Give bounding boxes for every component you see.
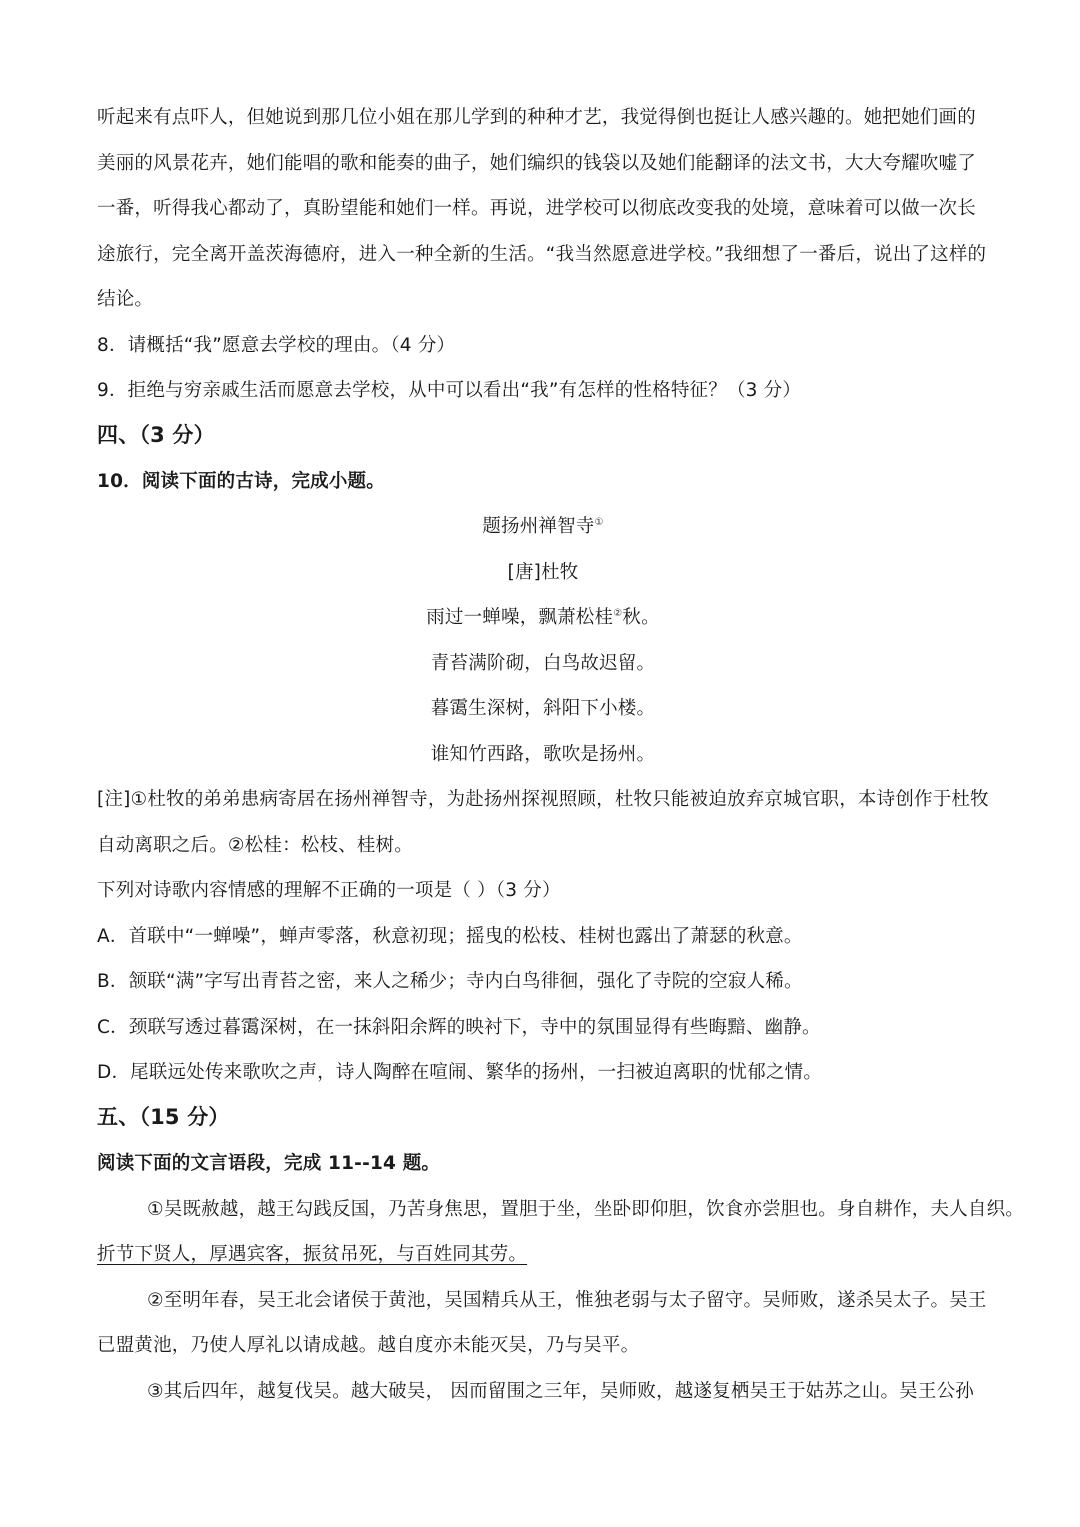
poem-title-text: 题扬州禅智寺 [482, 516, 595, 537]
poem-note-line-2: 自动离职之后。②松桂：松枝、桂树。 [97, 835, 413, 856]
classical-paragraph-1-line-2 [97, 1242, 527, 1268]
passage-line-1: 听起来有点吓人，但她说到那几位小姐在那儿学到的种种才艺，我觉得倒也挺让人感兴趣的。她把她们画的 [97, 107, 976, 128]
question-8: 8．请概括“我”愿意去学校的理由。（4 分） [97, 335, 456, 356]
section-5-heading: 五、（15 分） [97, 1105, 230, 1129]
poem-line-2: 青苔满阶砌，白鸟故迟留。 [430, 653, 656, 674]
poem-title [0, 514, 1080, 540]
section-5-intro: 阅读下面的文言语段，完成 11--14 题。 [97, 1153, 441, 1174]
classical-paragraph-2-line-2: 已盟黄池，乃使人厚礼以请成越。越自度亦未能灭吴，乃与吴平。 [97, 1335, 640, 1356]
classical-paragraph-1-line-1: ①吴既赦越，越王勾践反国，乃苦身焦思，置胆于坐，坐卧即仰胆，饮食亦尝胆也。身自耕作，夫人自织。 [147, 1199, 1024, 1220]
poem-title-footnote-marker: ① [594, 516, 604, 528]
poem-line-3: 暮霭生深树，斜阳下小楼。 [430, 698, 656, 719]
passage-line-3: 一番，听得我心都动了，真盼望能和她们一样。再说，进学校可以彻底改变我的处境，意味着可以做一次长 [97, 198, 976, 219]
classical-paragraph-3-line-1: ③其后四年，越复伐吴。越大破吴， 因而留围之三年，吴师败，越遂复栖吴王于姑苏之山。吴王公孙 [147, 1381, 974, 1402]
underlined-sentence: 折节下贤人，厚遇宾客，振贫吊死，与百姓同其劳。 [97, 1244, 528, 1265]
poem-note-line-1: [注]①杜牧的弟弟患病寄居在扬州禅智寺，为赴扬州探视照顾，杜牧只能被迫放弃京城官职，本诗创作于杜牧 [97, 789, 989, 810]
section-4-heading: 四、（3 分） [97, 423, 215, 447]
passage-line-5: 结论。 [97, 289, 154, 310]
option-c: C．颈联写透过暮霭深树，在一抹斜阳余辉的映衬下，寺中的氛围显得有些晦黯、幽静。 [97, 1017, 821, 1038]
classical-paragraph-2-line-1: ②至明年春，吴王北会诸侯于黄池，吴国精兵从王，惟独老弱与太子留守。吴师败，遂杀吴太子。吴王 [147, 1290, 987, 1311]
question-10-prompt: 10．阅读下面的古诗，完成小题。 [97, 471, 385, 492]
poem-line-1-footnote-marker: ② [613, 607, 623, 619]
poem-line-1-part-a: 雨过一蝉噪，飘萧松桂 [426, 607, 614, 628]
passage-line-2: 美丽的风景花卉，她们能唱的歌和能奏的曲子，她们编织的钱袋以及她们能翻译的法文书，大大夸耀吹嘘了 [97, 153, 976, 174]
option-b: B．颔联“满”字写出青苔之密，来人之稀少；寺内白鸟徘徊，强化了寺院的空寂人稀。 [97, 971, 803, 992]
question-10-stem: 下列对诗歌内容情感的理解不正确的一项是（ ）（3 分） [97, 880, 561, 901]
option-a: A．首联中“一蝉噪”，蝉声零落，秋意初现；摇曳的松枝、桂树也露出了萧瑟的秋意。 [97, 926, 803, 947]
option-d: D．尾联远处传来歌吹之声，诗人陶醉在喧闹、繁华的扬州，一扫被迫离职的忧郁之情。 [97, 1062, 823, 1083]
passage-line-4: 途旅行，完全离开盖茨海德府，进入一种全新的生活。“我当然愿意进学校。”我细想了一番后，说出了这样的 [97, 244, 987, 265]
question-9: 9．拒绝与穷亲戚生活而愿意去学校，从中可以看出“我”有怎样的性格特征？（3 分） [97, 380, 802, 401]
poem-line-4: 谁知竹西路，歌吹是扬州。 [430, 744, 656, 765]
poem-line-1-part-b: 秋。 [622, 607, 660, 628]
poem-author: [唐]杜牧 [507, 562, 579, 583]
poem-line-1 [0, 605, 1080, 631]
